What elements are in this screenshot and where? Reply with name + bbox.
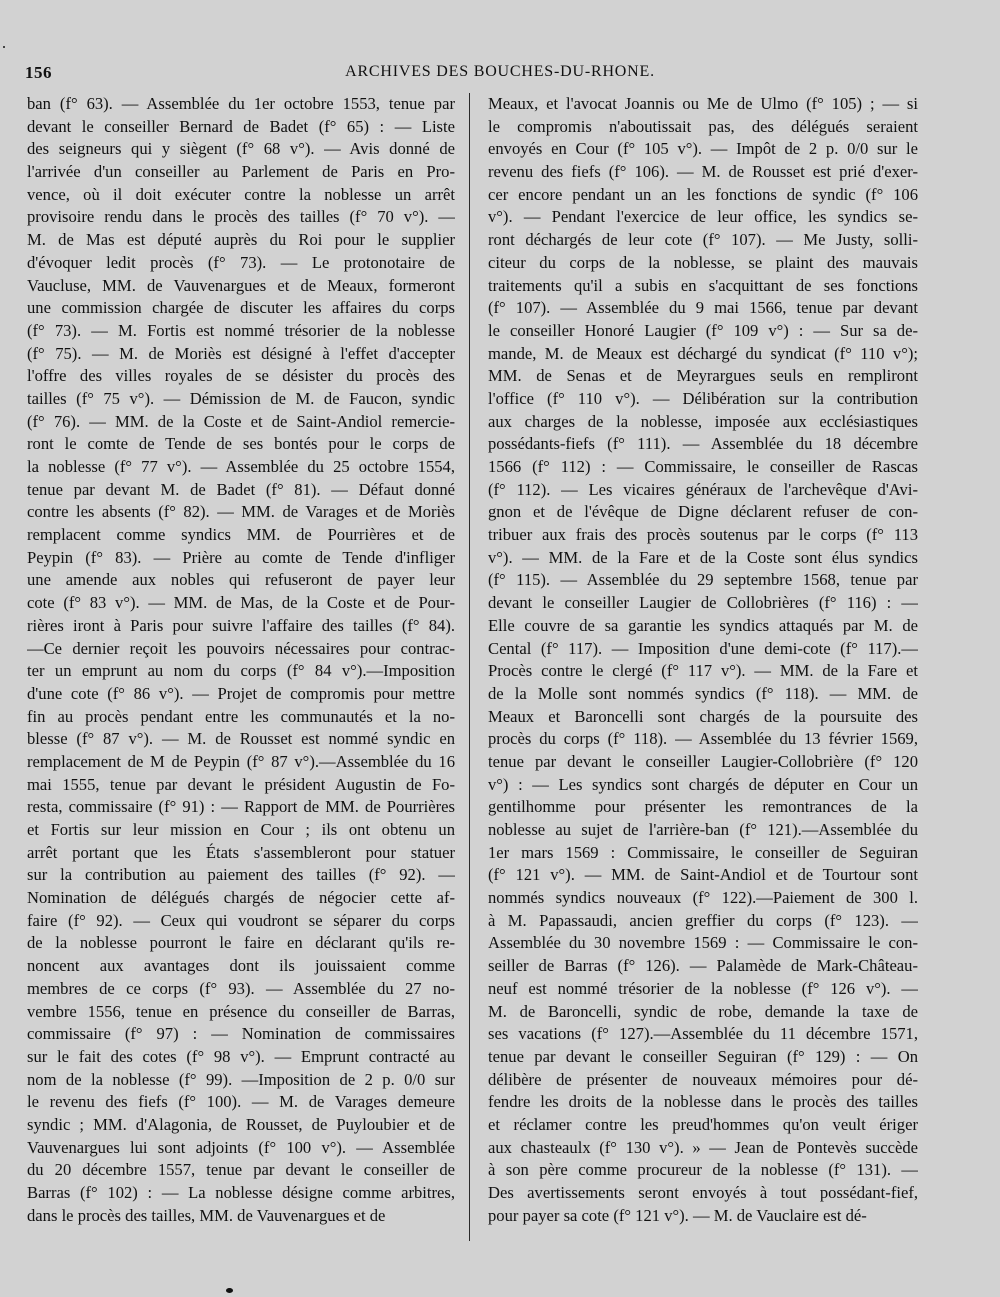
text-line: des seigneurs qui y siègent (f° 68 v°). — Avis donné de	[27, 139, 455, 159]
text-line: —Ce dernier reçoit les pouvoirs nécessaires pour contrac-	[27, 638, 455, 658]
text-line: tailles (f° 75 v°). — Démission de M. de Faucon, syndic	[27, 388, 455, 408]
text-line: tenue par devant le conseiller Laugier-Collobrière (f° 120	[488, 751, 918, 771]
text-line: rières iront à Paris pour suivre l'affaire des tailles (f° 84).	[27, 615, 455, 635]
text-line: de la noblesse pourront le faire en déclarant qu'ils re-	[27, 933, 455, 953]
text-line: tenue par devant M. de Badet (f° 81). — Défaut donné	[27, 479, 455, 499]
left-column	[27, 93, 455, 1233]
text-line: (f° 115). — Assemblée du 29 septembre 1568, tenue par	[488, 570, 918, 590]
page-number: 156	[25, 63, 52, 82]
text-line: neuf est nommé trésorier de la noblesse (f° 126 v°). —	[488, 978, 918, 998]
text-line: gentilhomme pour présenter les remontrances de la	[488, 797, 918, 817]
text-line: nommés syndics nouveaux (f° 122).—Paiement de 300 l.	[488, 888, 918, 908]
text-line: Cental (f° 117). — Imposition d'une demi-cote (f° 117).—	[488, 638, 918, 658]
text-line: M. de Mas est député auprès du Roi pour le supplier	[27, 230, 455, 250]
text-line: Elle couvre de sa garantie les syndics attaqués par M. de	[488, 615, 918, 635]
text-line: contre les absents (f° 82). — MM. de Varages et de Moriès	[27, 502, 455, 522]
text-line: du 20 décembre 1557, tenue par devant le conseiller de	[27, 1160, 455, 1180]
text-line: Nomination de délégués chargés de négocier cette af-	[27, 888, 455, 908]
running-title: ARCHIVES DES BOUCHES-DU-RHONE.	[345, 63, 655, 80]
text-line: délibère de présenter de nouveaux mémoires pour dé-	[488, 1069, 918, 1089]
text-line: citeur du corps de la noblesse, se plaint des mauvais	[488, 252, 918, 272]
text-line: le revenu des fiefs (f° 100). — M. de Varages demeure	[27, 1092, 455, 1112]
text-line: aux charges de la noblesse, imposée aux ecclésiastiques	[488, 411, 918, 431]
text-line: (f° 112). — Les vicaires généraux de l'archevêque d'Avi-	[488, 479, 918, 499]
text-line: provisoire rendu dans le procès des tailles (f° 70 v°). —	[27, 207, 455, 227]
text-line: blesse (f° 87 v°). — M. de Rousset est nommé syndic en	[27, 729, 455, 749]
text-line: dans le procès des tailles, MM. de Vauvenargues et de	[27, 1205, 386, 1225]
text-line: à son père comme procureur de la noblesse (f° 131). —	[488, 1160, 918, 1180]
text-line: vence, où il doit exécuter contre la noblesse un arrêt	[27, 184, 455, 204]
text-line: procès du corps (f° 118). — Assemblée du 13 février 1569,	[488, 729, 918, 749]
text-line: mai 1555, tenue par devant le président Augustin de Fo-	[27, 774, 455, 794]
text-line: envoyés en Cour (f° 105 v°). — Impôt de 2 p. 0/0 sur le	[488, 139, 918, 159]
text-line: syndic ; MM. d'Alagonia, de Rousset, de Puyloubier et de	[27, 1114, 455, 1134]
text-line: devant le conseiller Laugier de Collobrières (f° 116) : —	[488, 593, 918, 613]
column-divider	[469, 93, 470, 1241]
text-line: une amende aux nobles qui refuseront de payer leur	[27, 570, 455, 590]
text-line: Meaux, et l'avocat Joannis ou Me de Ulmo (f° 105) ; — si	[488, 94, 918, 113]
text-line: pour payer sa cote (f° 121 v°). — M. de Vauclaire est dé-	[488, 1205, 867, 1225]
text-line: membres de ce corps (f° 93). — Assemblée du 27 no-	[27, 978, 455, 998]
text-line: resta, commissaire (f° 91) : — Rapport de MM. de Pourrières	[27, 797, 455, 817]
text-line: gnon et de l'évêque de Digne déclarent refuser de con-	[488, 502, 918, 522]
text-line: ter un emprunt au nom du corps (f° 84 v°).—Imposition	[27, 661, 455, 681]
text-line: à M. Papassaudi, ancien greffier du corps (f° 123). —	[488, 910, 918, 930]
text-line: ban (f° 63). — Assemblée du 1er octobre 1553, tenue par	[27, 94, 455, 113]
text-line: et Fortis sur leur mission en Cour ; ils ont obtenu un	[27, 820, 455, 839]
text-line: d'une cote (f° 86 v°). — Projet de compromis pour mettre	[27, 683, 455, 703]
text-line: 1er mars 1569 : Commissaire, le conseiller de Seguiran	[488, 842, 918, 862]
text-line: faire (f° 92). — Ceux qui voudront se séparer du corps	[27, 910, 455, 930]
text-line: v°). — Pendant l'exercice de leur office, les syndics se-	[488, 207, 918, 227]
text-line: possédants-fiefs (f° 111). — Assemblée du 18 décembre	[488, 434, 918, 454]
text-line: Barras (f° 102) : — La noblesse désigne comme arbitres,	[27, 1183, 455, 1202]
text-line: aux chasteaulx (f° 130 v°). » — Jean de Pontevès succède	[488, 1137, 918, 1157]
text-line: noblesse au sujet de l'arrière-ban (f° 121).—Assemblée du	[488, 820, 918, 839]
text-line: arrêt portant que les États s'assembleront pour statuer	[27, 842, 455, 862]
text-line: l'office (f° 110 v°). — Délibération sur la contribution	[488, 388, 918, 408]
text-line: Assemblée du 30 novembre 1569 : — Commissaire le con-	[488, 933, 918, 953]
text-line: fendre les droits de la noblesse dans le procès des tailles	[488, 1092, 918, 1112]
text-line: ront le comte de Tende de ses bontés pour le corps de	[27, 434, 455, 454]
text-line: le conseiller Honoré Laugier (f° 109 v°) : — Sur sa de-	[488, 320, 918, 340]
text-line: v°). — MM. de la Fare et de la Coste sont élus syndics	[488, 547, 918, 567]
text-line: seiller de Barras (f° 126). — Palamède de Mark-Château-	[488, 956, 918, 976]
text-line: Des avertissements seront envoyés à tout possédant-fief,	[488, 1183, 918, 1202]
text-line: le compromis n'aboutissait pas, des délégués seraient	[488, 116, 918, 136]
text-line: Vaucluse, MM. de Vauvenargues et de Meaux, formeront	[27, 275, 455, 295]
text-line: (f° 73). — M. Fortis est nommé trésorier de la noblesse	[27, 320, 455, 340]
text-line: 1566 (f° 112) : — Commissaire, le conseiller de Rascas	[488, 457, 918, 476]
text-line: l'arrivée d'un conseiller au Parlement de Paris en Pro-	[27, 162, 455, 182]
text-line: commissaire (f° 97) : — Nomination de commissaires	[27, 1024, 455, 1044]
text-line: M. de Baroncelli, syndic de robe, demande la taxe de	[488, 1001, 918, 1021]
text-line: fin au procès pendant entre les communautés et la no-	[27, 706, 455, 726]
text-line: ses vacations (f° 127).—Assemblée du 11 décembre 1571,	[488, 1024, 918, 1044]
text-line: tribuer aux frais des procès soutenus par le corps (f° 113	[488, 525, 918, 545]
text-line: Meaux et Baroncelli sont chargés de la poursuite des	[488, 706, 918, 726]
text-line: Peypin (f° 83). — Prière au comte de Tende d'infliger	[27, 547, 455, 567]
text-line: cote (f° 83 v°). — MM. de Mas, de la Coste et de Pour-	[27, 593, 455, 613]
text-line: une commission chargée de discuter les affaires du corps	[27, 298, 455, 318]
text-line: Vauvenargues lui sont adjoints (f° 100 v°). — Assemblée	[27, 1137, 455, 1157]
text-line: sur le fait des cotes (f° 98 v°). — Emprunt contracté au	[27, 1046, 455, 1066]
text-line: MM. de Senas et de Meyrargues seuls en rempliront	[488, 366, 918, 386]
text-line: tenue par devant le conseiller Seguiran (f° 129) : — On	[488, 1046, 918, 1066]
text-line: nom de la noblesse (f° 99). —Imposition de 2 p. 0/0 sur	[27, 1069, 455, 1089]
text-line: cer encore pendant un an les fonctions de syndic (f° 106	[488, 184, 918, 204]
right-column	[488, 93, 918, 1233]
text-line: revenu des fiefs (f° 106). — M. de Rousset est prié d'exer-	[488, 162, 918, 182]
text-line: mande, M. de Meaux est déchargé du syndicat (f° 110 v°);	[488, 343, 918, 363]
text-line: ront déchargés de leur cote (f° 107). — Me Justy, solli-	[488, 230, 918, 250]
text-line: d'évoquer ledit procès (f° 73). — Le protonotaire de	[27, 252, 455, 272]
text-line: l'offre des villes royales de se désister du procès des	[27, 366, 455, 386]
text-line: v°) : — Les syndics sont chargés de députer en Cour un	[488, 774, 918, 794]
scan-mark	[3, 46, 5, 48]
text-line: (f° 107). — Assemblée du 9 mai 1566, tenue par devant	[488, 298, 918, 318]
text-line: de la Molle sont nommés syndics (f° 118). — MM. de	[488, 683, 918, 703]
ink-speck	[226, 1288, 233, 1293]
text-line: traitements qu'il a subis en s'acquittant de ses fonctions	[488, 275, 918, 295]
text-line: (f° 75). — M. de Moriès est désigné à l'effet d'accepter	[27, 343, 455, 363]
text-line: et réclamer contre les preud'hommes qu'on veult ériger	[488, 1114, 918, 1134]
text-line: vembre 1556, tenue en présence du conseiller de Barras,	[27, 1001, 455, 1021]
text-line: noncent aux avantages dont ils jouissaient comme	[27, 956, 455, 976]
text-line: remplacement de M de Peypin (f° 87 v°).—Assemblée du 16	[27, 751, 455, 771]
text-line: remplacent comme syndics MM. de Pourrières et de	[27, 525, 455, 545]
text-line: Procès contre le clergé (f° 117 v°). — MM. de la Fare et	[488, 661, 918, 681]
text-line: (f° 121 v°). — MM. de Saint-Andiol et de Tourtour sont	[488, 865, 918, 885]
text-line: sur la contribution au paiement des tailles (f° 92). —	[27, 865, 455, 885]
text-line: devant le conseiller Bernard de Badet (f° 65) : — Liste	[27, 116, 455, 136]
text-line: (f° 76). — MM. de la Coste et de Saint-Andiol remercie-	[27, 411, 455, 431]
text-line: la noblesse (f° 77 v°). — Assemblée du 25 octobre 1554,	[27, 457, 455, 476]
